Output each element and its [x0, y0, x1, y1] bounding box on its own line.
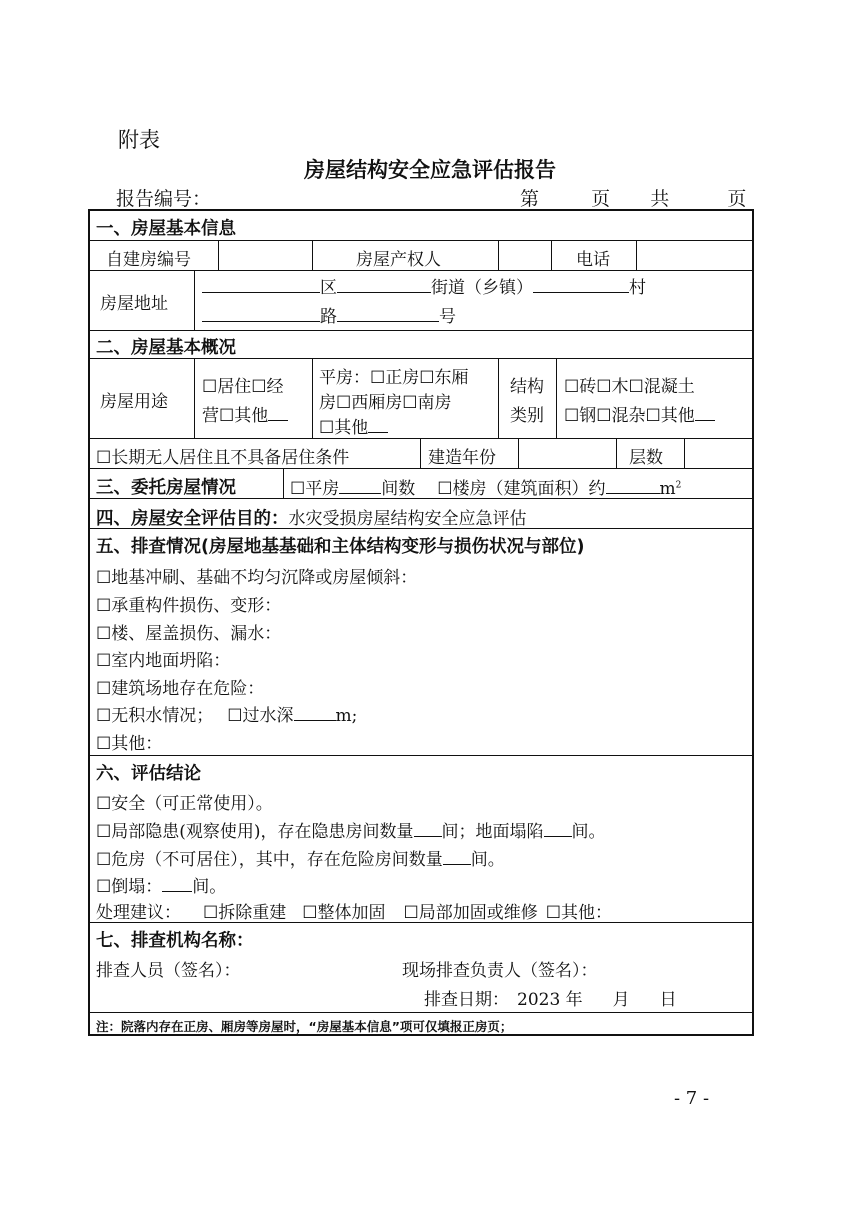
owner-label: 房屋产权人 [356, 250, 441, 270]
inspection-item-3[interactable]: ☐楼、屋盖损伤、漏水： [96, 624, 282, 644]
inspection-item-5[interactable]: ☐建筑场地存在危险： [96, 679, 265, 699]
entrusted-house-line[interactable]: ☐平房 间数 ☐楼房（建筑面积）约 $m^2$ [290, 474, 681, 499]
section-6-title: 六、评估结论 [96, 764, 201, 784]
page-info [520, 184, 746, 211]
structure-label-1: 结构 [510, 377, 544, 397]
water-depth-blank[interactable] [294, 703, 336, 721]
phone-label: 电话 [576, 250, 610, 270]
advice-repair[interactable]: ☐局部加固或维修 [403, 903, 538, 923]
inspection-item-1[interactable]: ☐地基冲刷、基础不均匀沉降或房屋倾斜： [96, 568, 418, 588]
document-title: 房屋结构安全应急评估报告 [304, 158, 556, 182]
address-line-2[interactable]: 路 号 [202, 302, 456, 327]
address-label: 房屋地址 [100, 294, 168, 314]
inspection-date[interactable]: 排查日期： 2023 年 月 日 [424, 990, 677, 1010]
section-5-title: 五、排查情况(房屋地基基础和主体结构变形与损伤状况与部位) [96, 537, 585, 557]
owner-field[interactable] [504, 245, 548, 265]
address-line-1[interactable]: 区 街道（乡镇） 村 [202, 273, 646, 298]
vacant-checkbox[interactable]: ☐长期无人居住且不具备居住条件 [96, 448, 350, 468]
floors-field[interactable] [690, 443, 748, 463]
build-year-label: 建造年份 [428, 448, 496, 468]
appendix-label: 附表 [118, 128, 160, 152]
conclusion-danger[interactable]: ☐危房（不可居住），其中，存在危险房间数量 间。 [96, 845, 505, 870]
conclusion-partial[interactable]: ☐局部隐患(观察使用)，存在隐患房间数量 间；地面塌陷 间。 [96, 817, 606, 842]
assessment-purpose: 水灾受损房屋结构安全应急评估 [288, 509, 527, 529]
floors-label: 层数 [629, 448, 663, 468]
page-gong: 共 [650, 188, 670, 210]
inspector-signature[interactable]: 排查人员（签名）： [96, 961, 241, 981]
form-note: 注：院落内存在正房、厢房等房屋时，“房屋基本信息”项可仅填报正房页； [96, 1019, 513, 1034]
flat-options-3[interactable]: ☐其他 [319, 413, 388, 438]
page-ye2: 页 [727, 188, 747, 210]
street-blank[interactable] [337, 275, 431, 293]
inspection-item-7[interactable]: ☐其他： [96, 734, 163, 754]
usage-options-1[interactable]: ☐居住☐经 [202, 377, 284, 397]
page-ye: 页 [591, 188, 611, 210]
handling-advice [96, 898, 612, 923]
flat-options-1[interactable]: 平房：☐正房☐东厢 [319, 368, 469, 388]
advice-rebuild[interactable]: ☐拆除重建 [203, 903, 287, 923]
inspection-item-6[interactable]: ☐无积水情况； ☐过水深 m; [96, 701, 357, 726]
build-year-field[interactable] [524, 443, 610, 463]
inspection-item-4[interactable]: ☐室内地面坍陷： [96, 651, 231, 671]
assessment-form [88, 209, 754, 1036]
area-blank[interactable] [606, 476, 660, 494]
usage-label: 房屋用途 [100, 392, 168, 412]
report-number-label: 报告编号： [116, 188, 212, 210]
village-blank[interactable] [533, 275, 629, 293]
selfbuilt-no-field[interactable] [225, 245, 309, 265]
phone-field[interactable] [642, 245, 748, 265]
conclusion-safe[interactable]: ☐安全（可正常使用）。 [96, 794, 273, 814]
site-lead-signature[interactable]: 现场排查负责人（签名）： [402, 961, 598, 981]
structure-label-2: 类别 [510, 406, 544, 426]
material-options-2[interactable]: ☐钢☐混杂☐其他 [564, 401, 715, 426]
section-2-title: 二、房屋基本概况 [96, 338, 236, 358]
page-di: 第 [520, 188, 540, 210]
flat-options-2[interactable]: 房☐西厢房☐南房 [319, 393, 452, 413]
road-blank[interactable] [202, 304, 320, 322]
section-3-title: 三、委托房屋情况 [96, 478, 236, 498]
advice-label: 处理建议： [96, 903, 181, 923]
number-blank[interactable] [337, 304, 439, 322]
conclusion-collapse[interactable]: ☐倒塌： 间。 [96, 872, 226, 897]
rooms-blank[interactable] [339, 476, 381, 494]
page-number: - 7 - [674, 1088, 710, 1109]
advice-reinforce[interactable]: ☐整体加固 [302, 903, 386, 923]
selfbuilt-no-label: 自建房编号 [106, 250, 191, 270]
district-blank[interactable] [202, 275, 320, 293]
material-options-1[interactable]: ☐砖☐木☐混凝土 [564, 377, 695, 397]
usage-options-2[interactable]: 营☐其他 [202, 401, 288, 426]
section-7-title: 七、排查机构名称： [96, 931, 254, 951]
section-1-title: 一、房屋基本信息 [96, 219, 236, 239]
section-4-line [96, 504, 527, 530]
advice-other[interactable]: ☐其他： [545, 903, 612, 923]
section-4-title: 四、房屋安全评估目的： [96, 509, 289, 529]
inspection-item-2[interactable]: ☐承重构件损伤、变形： [96, 596, 282, 616]
